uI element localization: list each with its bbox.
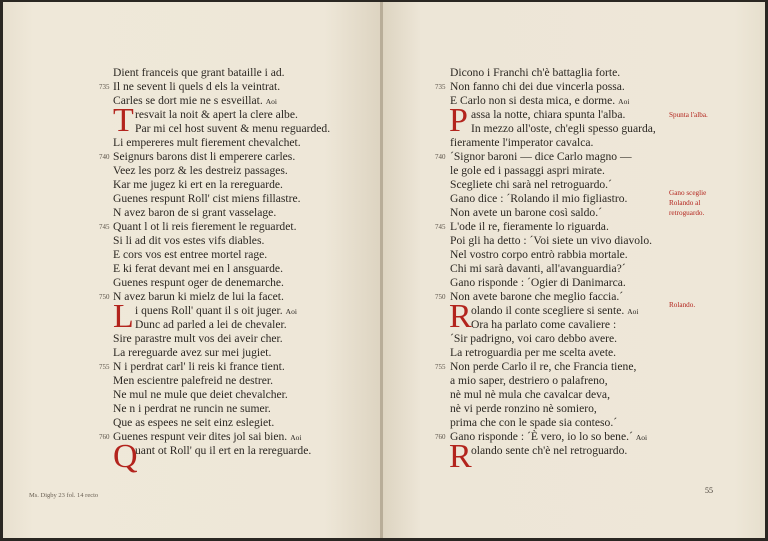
verse-line: Que as espees ne seit einz eslegiet. xyxy=(113,416,275,429)
verse-line: ˊSignor baroni — dice Carlo magno — xyxy=(450,150,632,163)
verse-line: Scegliete chi sarà nel retroguardo.ˊ xyxy=(450,178,612,191)
line-number: 735 xyxy=(435,83,446,91)
verse-line: Seignurs barons dist li emperere carles. xyxy=(113,150,296,163)
verse-line: E ki ferat devant mei en l ansguarde. xyxy=(113,262,283,275)
verse-line: Veez les porz & les destreiz passages. xyxy=(113,164,288,177)
line-number: 745 xyxy=(435,223,446,231)
drop-initial: T xyxy=(113,102,134,139)
drop-initial: Q xyxy=(113,438,138,475)
aoi-mark: Aoi xyxy=(265,97,277,106)
line-number: 750 xyxy=(435,293,446,301)
verse-line: N avez barun ki mielz de lui la facet. xyxy=(113,290,284,303)
verse-line: La rereguarde avez sur mei jugiet. xyxy=(113,346,272,359)
verse-line: le gole ed i passaggi aspri mirate. xyxy=(450,164,605,177)
line-number: 760 xyxy=(435,433,446,441)
margin-note: Gano sceglie xyxy=(669,189,707,197)
line-number: 755 xyxy=(99,363,110,371)
verse-line: Quant l ot li reis fierement le reguardet. xyxy=(113,220,297,233)
verse-line: Guenes respunt veir dites jol sai bien. Aoi xyxy=(113,430,302,443)
verse-line: Ora ha parlato come cavaliere : xyxy=(471,318,617,331)
verse-line: Nel vostro corpo entrò rabbia mortale. xyxy=(450,248,628,261)
verse-line: Non fanno chi dei due vincerla possa. xyxy=(450,80,625,93)
verse-line: ˊSir padrigno, voi caro debbo avere. xyxy=(450,332,618,345)
left-page xyxy=(3,2,381,538)
aoi-mark: Aoi xyxy=(285,307,297,316)
verse-line: nè vi perde ronzino nè somiero, xyxy=(450,402,597,415)
verse-line: Non perde Carlo il re, che Francia tiene, xyxy=(450,360,637,373)
verse-line: Gano risponde : ˊOgier di Danimarca. xyxy=(450,276,626,289)
verse-line: olando il conte scegliere si sente. Aoi xyxy=(471,304,639,317)
verse-line: uant ot Roll' qu il ert en la rereguarde. xyxy=(135,444,312,457)
verse-line: Li empereres mult fierement chevalchet. xyxy=(113,136,301,149)
verse-line: Poi gli ha detto : ˊVoi siete un vivo diavolo. xyxy=(450,234,653,247)
verse-line: Men escientre palefreid ne destrer. xyxy=(113,374,273,387)
verse-line: Carles se dort mie ne s esveillat. Aoi xyxy=(113,94,277,107)
verse-line: Dient franceis que grant bataille i ad. xyxy=(113,66,285,79)
margin-note: retroguardo. xyxy=(669,209,705,217)
verse-line: fieramente l'imperator cavalca. xyxy=(450,136,594,149)
aoi-mark: Aoi xyxy=(627,307,639,316)
verse-line: L'ode il re, fieramente lo riguarda. xyxy=(450,220,609,233)
verse-line: Ne n i perdrat ne runcin ne sumer. xyxy=(113,402,271,415)
line-number: 735 xyxy=(99,83,110,91)
verse-line: In mezzo all'oste, ch'egli spesso guarda, xyxy=(471,122,656,135)
verse-line: Dunc ad parled a lei de chevaler. xyxy=(135,318,287,331)
drop-initial: L xyxy=(113,298,134,335)
verse-line: Gano risponde : ˊÈ vero, io lo so bene.ˊ Aoi xyxy=(450,430,648,443)
line-number: 755 xyxy=(435,363,446,371)
verse-line: resvait la noit & apert la clere albe. xyxy=(135,108,298,121)
verse-line: Si li ad dit vos estes vifs diables. xyxy=(113,234,265,247)
line-number: 740 xyxy=(435,153,446,161)
page-number: 55 xyxy=(705,486,713,495)
verse-line: La retroguardia per me scelta avete. xyxy=(450,346,617,359)
verse-line: Ne mul ne mule que deiet chevalcher. xyxy=(113,388,288,401)
verse-line: prima che con le spade sia conteso.ˊ xyxy=(450,416,618,429)
drop-initial: R xyxy=(449,438,472,475)
verse-line: Gano dice : ˊRolando il mio figliastro. xyxy=(450,192,628,205)
drop-initial: R xyxy=(449,298,472,335)
manuscript-footer: Ms. Digby 23 fol. 14 recto xyxy=(29,492,99,499)
line-number: 760 xyxy=(99,433,110,441)
line-number: 750 xyxy=(99,293,110,301)
verse-line: assa la notte, chiara spunta l'alba. xyxy=(471,108,626,121)
margin-note: Rolando al xyxy=(669,199,701,207)
open-book xyxy=(3,2,765,538)
verse-line: E Carlo non si desta mica, e dorme. Aoi xyxy=(450,94,630,107)
aoi-mark: Aoi xyxy=(635,433,648,442)
verse-line: Non avete un barone così saldo.ˊ xyxy=(450,206,602,219)
verse-line: N avez baron de si grant vasselage. xyxy=(113,206,277,219)
aoi-mark: Aoi xyxy=(618,97,630,106)
verse-line: olando sente ch'è nel retroguardo. xyxy=(471,444,628,457)
verse-line: Par mi cel host suvent & menu reguarded. xyxy=(135,122,331,135)
verse-line: Il ne sevent li quels d els la veintrat. xyxy=(113,80,281,93)
verse-line: Guenes respunt oger de denemarche. xyxy=(113,276,284,289)
aoi-mark: Aoi xyxy=(290,433,302,442)
verse-line: nè mul nè mula che cavalcar deva, xyxy=(450,388,610,401)
verse-line: Chi mi sarà davanti, all'avanguardia?ˊ xyxy=(450,262,626,275)
verse-line: E cors vos est entree mortel rage. xyxy=(113,248,268,261)
line-number: 745 xyxy=(99,223,110,231)
verse-line: Guenes respunt Roll' cist miens fillastre. xyxy=(113,192,301,205)
verse-line: N i perdrat carl' li reis ki france tient. xyxy=(113,360,285,373)
drop-initial: P xyxy=(449,102,468,139)
verse-line: Kar me jugez ki ert en la rereguarde. xyxy=(113,178,283,191)
margin-note: Rolando. xyxy=(669,301,696,309)
verse-line: a mio saper, destriero o palafreno, xyxy=(450,374,608,387)
right-page xyxy=(383,2,765,538)
margin-note: Spunta l'alba. xyxy=(669,111,708,119)
verse-line: Sire parastre mult vos dei aveir cher. xyxy=(113,332,283,345)
verse-line: i quens Roll' quant il s oit juger. Aoi xyxy=(135,304,297,317)
verse-line: Dicono i Franchi ch'è battaglia forte. xyxy=(450,66,621,79)
verse-line: Non avete barone che meglio faccia.ˊ xyxy=(450,290,624,303)
line-number: 740 xyxy=(99,153,110,161)
